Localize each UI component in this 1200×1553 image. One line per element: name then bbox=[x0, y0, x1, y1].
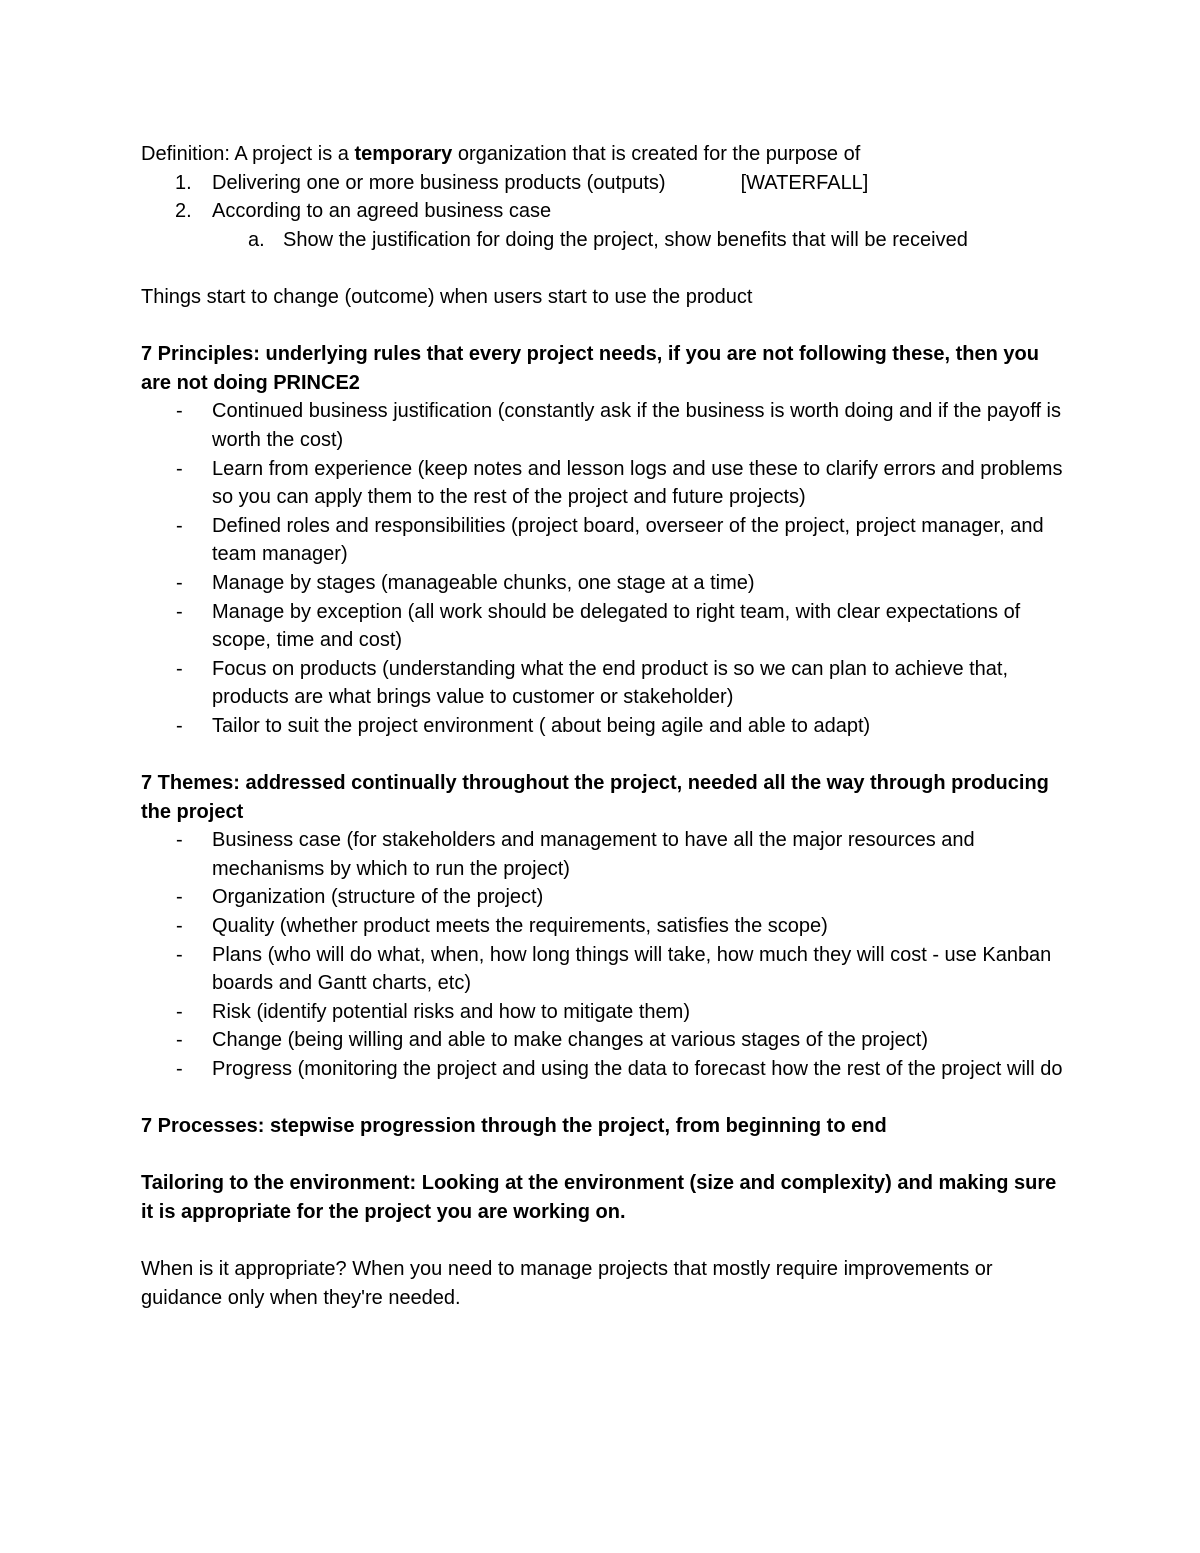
theme-item-text: Organization (structure of the project) bbox=[212, 886, 544, 909]
theme-item-text: Change (being willing and able to make changes at various stages of the project) bbox=[212, 1029, 928, 1052]
bullet-dash: - bbox=[176, 1029, 183, 1052]
theme-item bbox=[141, 1055, 1066, 1084]
theme-item bbox=[141, 826, 1066, 883]
bullet-dash: - bbox=[176, 886, 183, 909]
definition-prefix: Definition: A project is a bbox=[141, 143, 355, 165]
principle-item bbox=[141, 598, 1066, 655]
appropriate-paragraph: When is it appropriate? When you need to manage projects that mostly require improvements or guidance only when they're needed. bbox=[141, 1258, 993, 1309]
bullet-dash: - bbox=[176, 1058, 183, 1080]
principle-item bbox=[141, 512, 1066, 569]
theme-item bbox=[141, 883, 1066, 912]
themes-list bbox=[141, 826, 1066, 1083]
definition-suffix: organization that is created for the purpose of bbox=[452, 143, 861, 165]
principle-item bbox=[141, 712, 1066, 741]
themes-heading: 7 Themes: addressed continually throughout the project, needed all the way through producing the project bbox=[141, 772, 1049, 823]
numbered-item-text: According to an agreed business case bbox=[212, 200, 552, 223]
bullet-dash: - bbox=[176, 514, 183, 537]
tailoring-heading: Tailoring to the environment: Looking at the environment (size and complexity) and making sure it is appropriate for the project you are working on. bbox=[141, 1172, 1057, 1223]
principle-item bbox=[141, 655, 1066, 712]
list-letter: a. bbox=[248, 228, 265, 251]
principle-item-text: Defined roles and responsibilities (project board, overseer of the project, project manager, and team manager) bbox=[212, 514, 1044, 566]
theme-item bbox=[141, 998, 1066, 1027]
principle-item-text: Manage by exception (all work should be delegated to right team, with clear expectations of scope, time and cost) bbox=[212, 600, 1021, 652]
numbered-item-2 bbox=[141, 197, 1066, 226]
definition-bold-word: temporary bbox=[354, 143, 453, 165]
theme-item-text: Progress (monitoring the project and using the data to forecast how the rest of the project will do bbox=[212, 1058, 1063, 1080]
outcome-line: Things start to change (outcome) when users start to use the product bbox=[141, 285, 753, 308]
numbered-item-text: Delivering one or more business products (outputs) bbox=[212, 171, 666, 194]
bullet-dash: - bbox=[176, 400, 183, 423]
theme-item-text: Risk (identify potential risks and how to mitigate them) bbox=[212, 1000, 690, 1023]
principle-item-text: Tailor to suit the project environment ( about being agile and able to adapt) bbox=[212, 714, 871, 737]
subitem-text: Show the justification for doing the project, show benefits that will be received bbox=[283, 228, 968, 251]
principle-item-text: Continued business justification (constantly ask if the business is worth doing and if the payoff is worth the cost) bbox=[212, 400, 1061, 451]
principle-item bbox=[141, 397, 1066, 454]
bullet-dash: - bbox=[176, 600, 183, 623]
bullet-dash: - bbox=[176, 457, 183, 480]
bullet-dash: - bbox=[176, 943, 183, 966]
bullet-dash: - bbox=[176, 714, 183, 737]
bullet-dash: - bbox=[176, 657, 183, 680]
lettered-subitem-a bbox=[141, 226, 1066, 255]
theme-item bbox=[141, 912, 1066, 941]
document-page bbox=[141, 140, 1066, 1312]
principle-item-text: Learn from experience (keep notes and lesson logs and use these to clarify errors and problems so you can apply them to the rest of the project and future projects) bbox=[212, 457, 1063, 509]
principles-heading: 7 Principles: underlying rules that every project needs, if you are not following these, then you are not doing PRINCE2 bbox=[141, 343, 1039, 394]
principle-item bbox=[141, 455, 1066, 512]
theme-item-text: Business case (for stakeholders and management to have all the major resources and mechanisms by which to run the project) bbox=[212, 829, 975, 880]
bullet-dash: - bbox=[176, 1000, 183, 1023]
bullet-dash: - bbox=[176, 571, 183, 594]
list-number: 1. bbox=[175, 171, 192, 194]
principles-list bbox=[141, 397, 1066, 740]
principle-item-text: Focus on products (understanding what the end product is so we can plan to achieve that, products are what brings value to customer or stakeholder) bbox=[212, 657, 1009, 709]
principle-item-text: Manage by stages (manageable chunks, one stage at a time) bbox=[212, 571, 755, 594]
principle-item bbox=[141, 569, 1066, 598]
waterfall-tag: [WATERFALL] bbox=[740, 171, 869, 194]
bullet-dash: - bbox=[176, 829, 183, 852]
numbered-item-1 bbox=[141, 169, 1066, 198]
processes-heading: 7 Processes: stepwise progression through the project, from beginning to end bbox=[141, 1115, 887, 1138]
theme-item bbox=[141, 1026, 1066, 1055]
theme-item-text: Plans (who will do what, when, how long things will take, how much they will cost - use Kanban boards and Gantt charts, etc) bbox=[212, 943, 1052, 995]
bullet-dash: - bbox=[176, 915, 183, 938]
list-number: 2. bbox=[175, 200, 192, 223]
definition-line bbox=[141, 140, 1066, 169]
theme-item-text: Quality (whether product meets the requirements, satisfies the scope) bbox=[212, 915, 828, 938]
theme-item bbox=[141, 941, 1066, 998]
